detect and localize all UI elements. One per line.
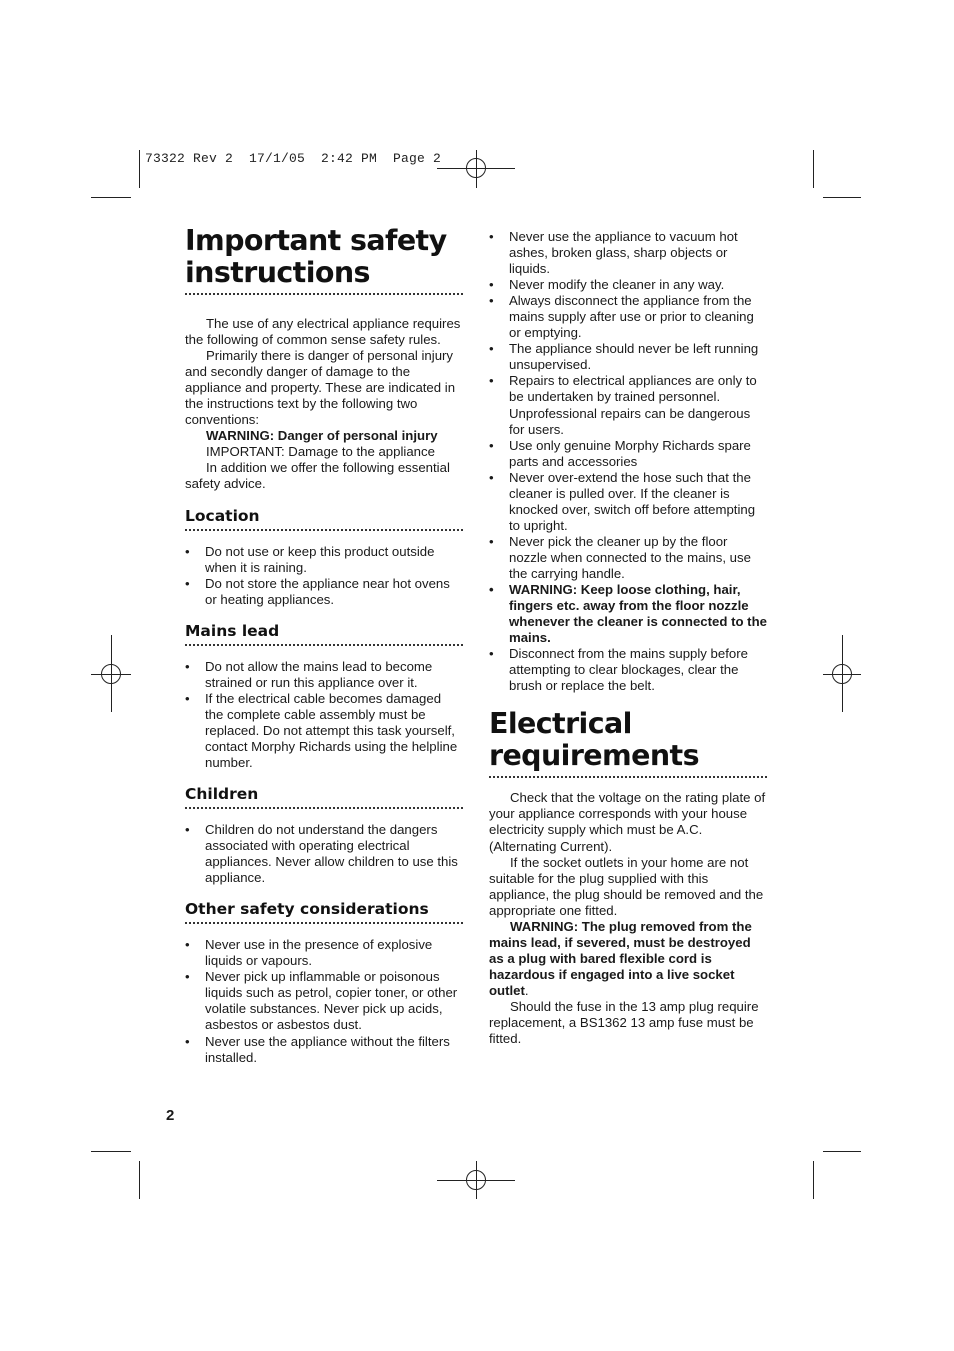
section-heading-location: Location bbox=[185, 506, 260, 525]
crop-mark bbox=[139, 1161, 140, 1199]
crop-mark bbox=[91, 1151, 131, 1152]
crop-mark bbox=[91, 197, 131, 198]
warning-convention: WARNING: Danger of personal injury bbox=[206, 428, 438, 444]
list-item: • Never use the appliance without the filters installed. bbox=[185, 1034, 463, 1066]
list-item: • Do not store the appliance near hot ovens or heating appliances. bbox=[185, 576, 463, 608]
intro-paragraph: The use of any electrical appliance requires the following of common sense safety rules. bbox=[185, 316, 461, 348]
advice-paragraph: In addition we offer the following essential safety advice. bbox=[185, 460, 450, 492]
list-item-warning: • WARNING: Keep loose clothing, hair, fingers etc. away from the floor nozzle whenever the cleaner is connected to the mains. bbox=[489, 582, 767, 646]
crop-mark bbox=[823, 197, 861, 198]
page-number: 2 bbox=[166, 1107, 175, 1124]
list-item: • Never pick up inflammable or poisonous liquids such as petrol, copier toner, or other volatile substances. Never pick up acids, asbestos or asbestos dust. bbox=[185, 969, 463, 1033]
list-item: • Repairs to electrical appliances are only to be undertaken by trained personnel. Unprofessional repairs can be dangerous for users. bbox=[489, 373, 767, 437]
section-heading-other: Other safety considerations bbox=[185, 900, 429, 919]
crop-mark bbox=[813, 1161, 814, 1199]
general-safety-list bbox=[489, 229, 767, 694]
location-list bbox=[185, 544, 463, 608]
crop-mark bbox=[823, 1151, 861, 1152]
list-item: • Always disconnect the appliance from the mains supply after use or prior to cleaning or emptying. bbox=[489, 293, 767, 341]
section-heading-children: Children bbox=[185, 785, 259, 804]
list-item: • The appliance should never be left running unsupervised. bbox=[489, 341, 767, 373]
list-item: • Never use the appliance to vacuum hot ashes, broken glass, sharp objects or liquids. bbox=[489, 229, 767, 277]
crop-mark bbox=[139, 150, 140, 188]
list-item: • Disconnect from the mains supply before attempting to clear blockages, clear the brush or replace the belt. bbox=[489, 646, 767, 694]
plug-warning: WARNING: The plug removed from the mains lead, if severed, must be destroyed as a plug with bared flexible cord is hazardous if engaged into a live socket outlet. bbox=[489, 918, 752, 998]
list-item: • Do not use or keep this product outside when it is raining. bbox=[185, 544, 463, 576]
left-column bbox=[185, 225, 463, 1066]
list-item: • Never over-extend the hose such that the cleaner is pulled over. If the cleaner is knocked over, switch off before attempting to upright. bbox=[489, 470, 767, 534]
page-title: Important safety instructions bbox=[185, 224, 447, 289]
children-list bbox=[185, 822, 463, 886]
important-convention: IMPORTANT: Damage to the appliance bbox=[206, 444, 435, 460]
right-column bbox=[489, 229, 767, 1047]
list-item: • Use only genuine Morphy Richards spare parts and accessories bbox=[489, 438, 767, 470]
crop-mark bbox=[813, 150, 814, 188]
electrical-paragraph: If the socket outlets in your home are not suitable for the plug supplied with this appliance, the plug should be removed and the appropriate one fitted. bbox=[489, 854, 764, 918]
list-item: • Children do not understand the dangers associated with operating electrical appliances. Never allow children to use this appliance. bbox=[185, 822, 463, 886]
list-item: • If the electrical cable becomes damaged the complete cable assembly must be replaced. Do not attempt this task yourself, contact Morphy Richards using the helpline number. bbox=[185, 691, 463, 771]
other-safety-list bbox=[185, 937, 463, 1065]
list-item: • Never use in the presence of explosive liquids or vapours. bbox=[185, 937, 463, 969]
electrical-paragraph: Should the fuse in the 13 amp plug require replacement, a BS1362 13 amp fuse must be fitted. bbox=[489, 998, 759, 1047]
list-item: • Never modify the cleaner in any way. bbox=[489, 277, 767, 293]
intro-paragraph: Primarily there is danger of personal injury and secondly danger of damage to the appliance and property. These are indicated in the instructions text by the following two conventions: bbox=[185, 348, 456, 428]
list-item: • Do not allow the mains lead to become strained or run this appliance over it. bbox=[185, 659, 463, 691]
section-title-electrical: Electrical requirements bbox=[489, 707, 699, 773]
section-heading-mains-lead: Mains lead bbox=[185, 621, 280, 640]
electrical-paragraph: Check that the voltage on the rating plate of your appliance corresponds with your house electricity supply which must be A.C. (Alternating Current). bbox=[489, 790, 766, 854]
list-item: • Never pick the cleaner up by the floor nozzle when connected to the mains, use the carrying handle. bbox=[489, 534, 767, 582]
print-slug: 73322 Rev 2 17/1/05 2:42 PM Page 2 bbox=[145, 151, 442, 166]
mains-lead-list bbox=[185, 659, 463, 771]
